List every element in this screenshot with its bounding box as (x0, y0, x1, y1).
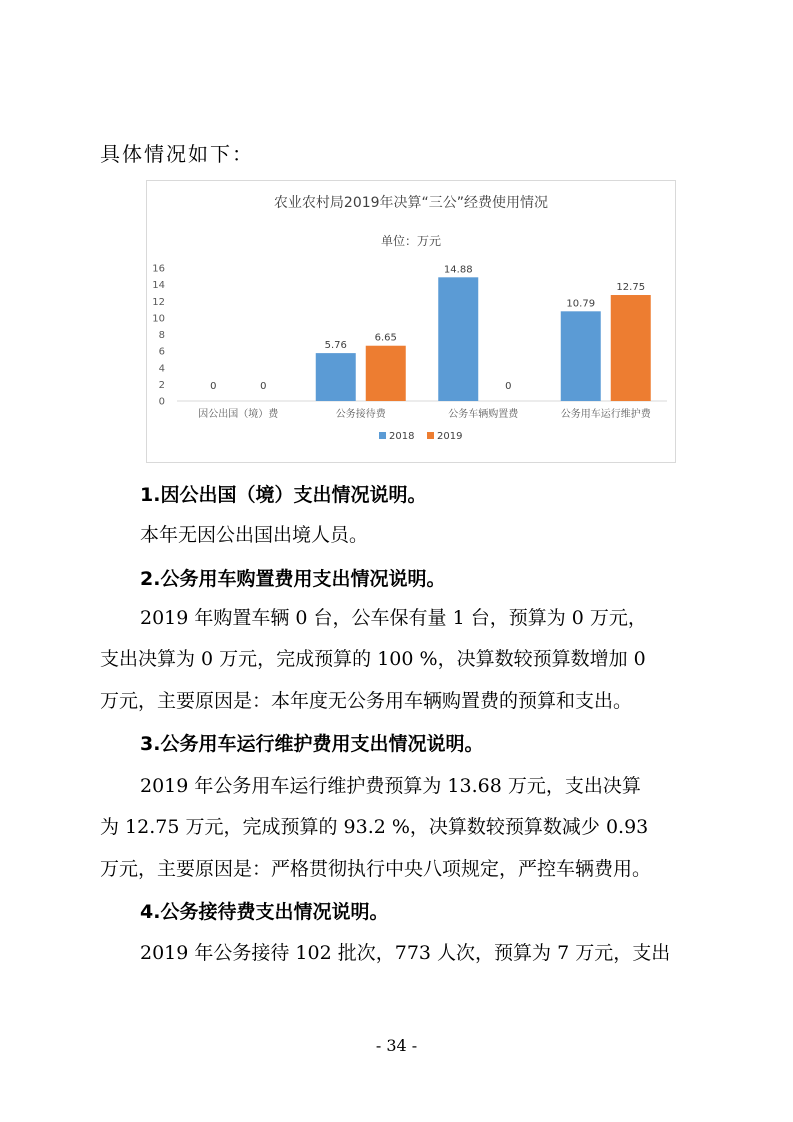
legend-label: 2018 (389, 431, 415, 442)
expense-chart (146, 180, 676, 463)
bar-2018-1 (316, 353, 356, 401)
bar-2019-3 (611, 295, 651, 401)
section3-line1: 2019 年公务用车运行维护费预算为 13.68 万元，支出决算 (140, 775, 641, 797)
legend-swatch-2018 (379, 432, 386, 439)
section3-line3: 万元，主要原因是：严格贯彻执行中央八项规定，严控车辆费用。 (100, 858, 652, 880)
section1-body: 本年无因公出国出境人员。 (140, 524, 369, 546)
data-label: 5.76 (324, 340, 347, 352)
y-axis-ticks (152, 264, 165, 408)
y-tick-label: 16 (152, 263, 165, 275)
bar-2018-3 (561, 311, 601, 401)
y-tick-label: 12 (152, 296, 165, 308)
y-tick-label: 0 (158, 396, 165, 408)
category-label: 公务车辆购置费 (448, 409, 519, 420)
bar-2019-1 (366, 346, 406, 401)
y-tick-label: 14 (152, 280, 165, 292)
y-tick-label: 8 (158, 330, 165, 341)
page-number: - 34 - (375, 1036, 418, 1055)
intro-text: 具体情况如下： (100, 142, 254, 166)
data-label: 0 (210, 381, 217, 392)
chart-title: 农业农村局2019年决算“三公”经费使用情况 (273, 195, 549, 211)
y-tick-label: 4 (158, 363, 165, 375)
bar-2018-2 (438, 277, 478, 401)
data-label: 0 (505, 381, 512, 392)
y-tick-label: 10 (152, 313, 165, 325)
data-label: 6.65 (374, 332, 397, 344)
section3-line2: 为 12.75 万元，完成预算的 93.2 %，决算数较预算数减少 0.93 (100, 816, 649, 838)
category-label: 公务用车运行维护费 (560, 409, 651, 420)
category-label: 因公出国（境）费 (198, 409, 279, 420)
section2-line2: 支出决算为 0 万元，完成预算的 100 %，决算数较预算数增加 0 (100, 648, 646, 670)
section2-heading: 2.公务用车购置费用支出情况说明。 (140, 568, 446, 590)
section2-line3: 万元，主要原因是：本年度无公务用车辆购置费的预算和支出。 (100, 690, 633, 712)
data-label: 0 (260, 381, 267, 392)
chart-legend (379, 431, 462, 442)
section2-line1: 2019 年购置车辆 0 台，公车保有量 1 台，预算为 0 万元， (140, 607, 647, 629)
chart-subtitle: 单位：万元 (380, 234, 442, 248)
legend-swatch-2019 (427, 432, 434, 439)
section3-heading: 3.公务用车运行维护费用支出情况说明。 (140, 733, 484, 755)
data-label: 14.88 (443, 264, 473, 276)
section4-line1: 2019 年公务接待 102 批次，773 人次，预算为 7 万元，支出 (140, 942, 671, 964)
category-label: 公务接待费 (335, 409, 386, 420)
bars-group (210, 264, 651, 401)
data-label: 12.75 (616, 282, 646, 294)
section1-heading: 1.因公出国（境）支出情况说明。 (140, 484, 427, 506)
category-labels (198, 407, 651, 420)
chart-svg (147, 181, 675, 462)
y-tick-label: 2 (158, 379, 165, 391)
data-label: 10.79 (566, 298, 596, 310)
y-tick-label: 6 (158, 346, 165, 358)
legend-label: 2019 (437, 431, 463, 442)
section4-heading: 4.公务接待费支出情况说明。 (140, 901, 389, 923)
